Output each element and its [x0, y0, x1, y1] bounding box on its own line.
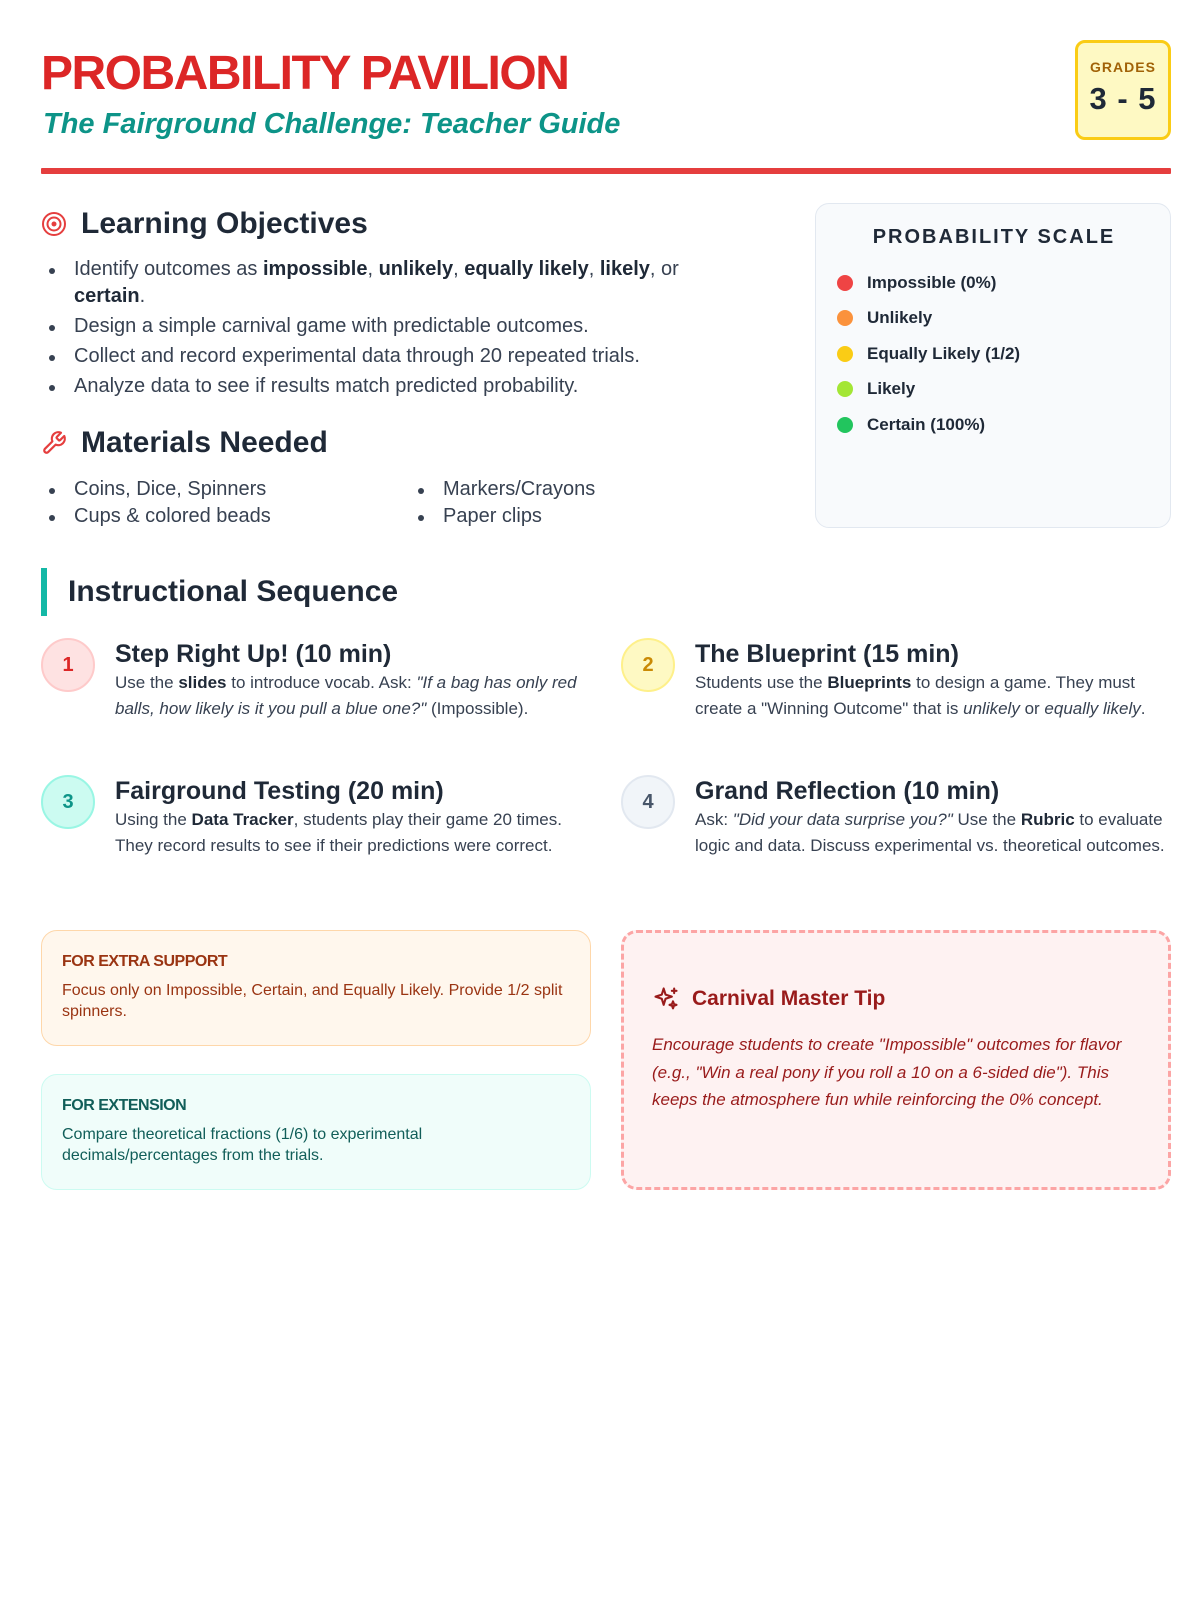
page-title: PROBABILITY PAVILION [41, 47, 569, 100]
step-number: 2 [621, 638, 675, 692]
extra-support-label: FOR EXTRA SUPPORT [62, 953, 228, 970]
list-item: Markers/Crayons [410, 476, 595, 503]
step-title: Step Right Up! (10 min) [115, 640, 392, 668]
objectives-title: Learning Objectives [81, 207, 368, 240]
materials-list-right [410, 476, 595, 530]
step-description: Ask: "Did your data surprise you?" Use the Rubric to evaluate logic and data. Discuss experimental vs. theoretical outcomes. [695, 810, 1165, 855]
target-icon [41, 211, 67, 237]
step-title: Fairground Testing (20 min) [115, 777, 444, 805]
list-item: Cups & colored beads [41, 503, 271, 530]
extra-support-text: Focus only on Impossible, Certain, and Equally Likely. Provide 1/2 split spinners. [62, 982, 563, 1020]
step-number: 1 [41, 638, 95, 692]
extra-support-box [41, 930, 591, 1046]
scale-dot [837, 417, 853, 433]
list-item: Design a simple carnival game with predictable outcomes. [41, 313, 741, 340]
extension-text: Compare theoretical fractions (1/6) to experimental decimals/percentages from the trials. [62, 1126, 423, 1164]
materials-heading [41, 423, 328, 463]
probability-scale-card [815, 203, 1171, 528]
tip-text: Encourage students to create "Impossible" outcomes for flavor (e.g., "Win a real pony if you roll a 10 on a 6-sided die"). This keeps the atmosphere fun while reinforcing the 0% concept. [652, 1035, 1122, 1109]
scale-item: Unlikely [837, 301, 1020, 337]
step-description: Use the slides to introduce vocab. Ask: "If a bag has only red balls, how likely is it you pull a blue one?" (Impossible). [115, 673, 577, 718]
list-item: Analyze data to see if results match predicted probability. [41, 373, 741, 400]
step-number: 4 [621, 775, 675, 829]
extension-label: FOR EXTENSION [62, 1097, 187, 1114]
list-item: Identify outcomes as impossible, unlikely, equally likely, likely, or certain. [41, 256, 741, 310]
wrench-icon [41, 430, 67, 456]
grade-label: GRADES [1090, 59, 1156, 75]
header-divider [41, 168, 1171, 174]
section-accent-bar [41, 568, 47, 616]
carnival-tip-box [621, 930, 1171, 1190]
scale-item: Likely [837, 372, 1020, 408]
grade-badge [1075, 40, 1171, 140]
grade-range: 3 - 5 [1089, 81, 1157, 116]
scale-dot [837, 346, 853, 362]
step-description: Students use the Blueprints to design a game. They must create a "Winning Outcome" that is unlikely or equally likely. [695, 673, 1146, 718]
tip-heading [652, 985, 885, 1013]
sequence-title: Instructional Sequence [68, 575, 399, 608]
objectives-heading [41, 204, 368, 244]
step-description: Using the Data Tracker, students play their game 20 times. They record results to see if their predictions were correct. [115, 810, 562, 855]
scale-dot [837, 310, 853, 326]
objectives-list [41, 256, 741, 403]
step-title: The Blueprint (15 min) [695, 640, 959, 668]
materials-title: Materials Needed [81, 426, 328, 459]
scale-title: PROBABILITY SCALE [872, 226, 1116, 248]
list-item: Collect and record experimental data through 20 repeated trials. [41, 343, 741, 370]
extension-box [41, 1074, 591, 1190]
header [41, 40, 1171, 170]
list-item: Coins, Dice, Spinners [41, 476, 271, 503]
sparkles-icon [652, 985, 680, 1013]
scale-dot [837, 275, 853, 291]
scale-dot [837, 381, 853, 397]
sequence-heading [41, 568, 398, 616]
scale-item: Equally Likely (1/2) [837, 336, 1020, 372]
teacher-guide-page [41, 0, 1171, 1600]
scale-item: Certain (100%) [837, 407, 1020, 443]
step-title: Grand Reflection (10 min) [695, 777, 1000, 805]
materials-list-left [41, 476, 271, 530]
tip-title: Carnival Master Tip [692, 987, 886, 1010]
list-item: Paper clips [410, 503, 595, 530]
page-subtitle: The Fairground Challenge: Teacher Guide [43, 108, 621, 140]
scale-list [837, 265, 1020, 443]
scale-item: Impossible (0%) [837, 265, 1020, 301]
step-number: 3 [41, 775, 95, 829]
